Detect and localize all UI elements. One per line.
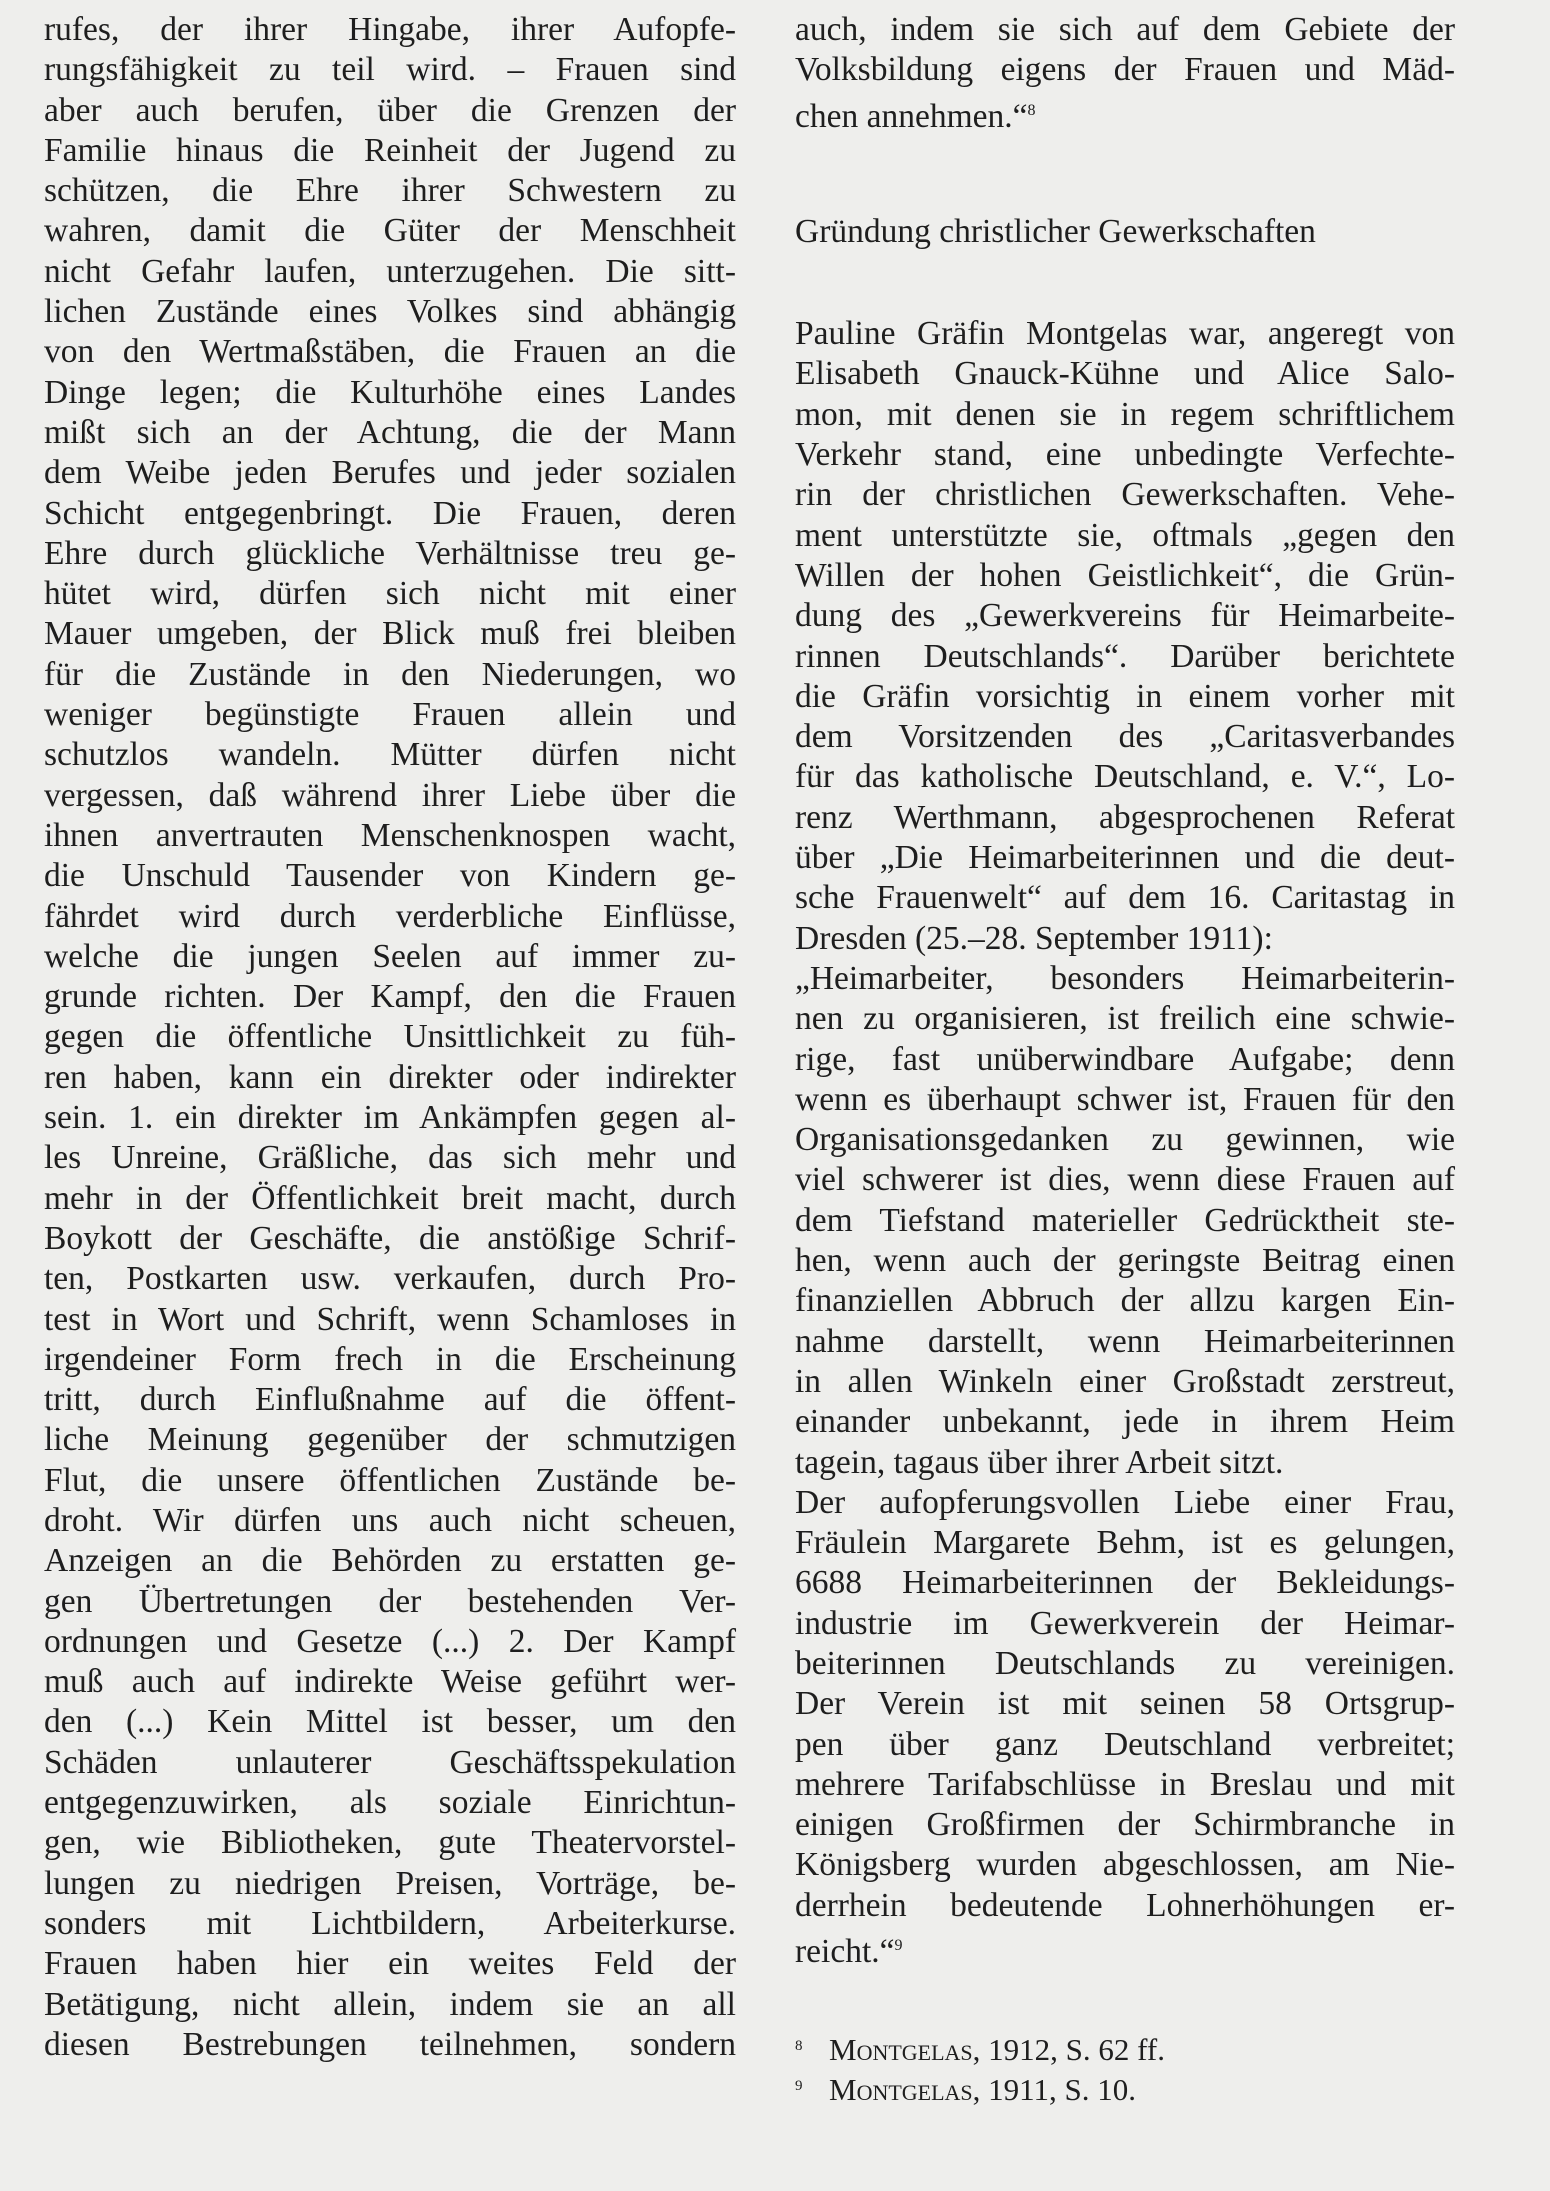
text-line: lichen Zustände eines Volkes sind abhängig (44, 293, 736, 331)
text-line: dung des „Gewerkvereins für Heimarbeite- (795, 597, 1455, 635)
text-line: ren haben, kann ein direkter oder indirekter (44, 1058, 736, 1096)
text-line: rinnen Deutschlands“. Darüber berichtete (795, 637, 1455, 675)
text-line: diesen Bestrebungen teilnehmen, sondern (44, 2025, 736, 2063)
text-line: chen annehmen.“$^8$ (795, 97, 1036, 135)
text-line: sein. 1. ein direkter im Ankämpfen gegen al- (44, 1099, 736, 1137)
text-line: rin der christlichen Gewerkschaften. Vehe- (795, 476, 1455, 514)
footnote-item (795, 2066, 1455, 2106)
text-line: rungsfähigkeit zu teil wird. – Frauen sind (44, 51, 736, 89)
text-line: auch, indem sie sich auf dem Gebiete der (795, 11, 1455, 48)
text-line: ten, Postkarten usw. verkaufen, durch Pro- (44, 1260, 736, 1298)
text-line: Ehre durch glückliche Verhältnisse treu ge- (44, 534, 736, 572)
text-line: mißt sich an der Achtung, die der Mann (44, 413, 736, 451)
text-line: muß auch auf indirekte Weise geführt wer- (44, 1663, 736, 1701)
text-line: entgegenzuwirken, als soziale Einrichtun- (44, 1784, 736, 1822)
text-line: wenn es überhaupt schwer ist, Frauen für den (795, 1080, 1455, 1118)
text-line: hen, wenn auch der geringste Beitrag einen (795, 1242, 1455, 1280)
text-line: test in Wort und Schrift, wenn Schamloses in (44, 1300, 736, 1338)
text-line: sonders mit Lichtbildern, Arbeiterkurse. (44, 1904, 736, 1942)
text-line: für die Zustände in den Niederungen, wo (44, 655, 736, 693)
text-line: ment unterstützte sie, oftmals „gegen den (795, 516, 1455, 554)
text-line: Anzeigen an die Behörden zu erstatten ge- (44, 1542, 736, 1580)
text-line: in allen Winkeln einer Großstadt zerstreut, (795, 1362, 1455, 1400)
text-line: Familie hinaus die Reinheit der Jugend zu (44, 131, 736, 169)
text-line: les Unreine, Gräßliche, das sich mehr und (44, 1139, 736, 1177)
section-heading: Gründung christlicher Gewerkschaften (795, 212, 1316, 250)
footnote-number: 8 (795, 2038, 803, 2055)
text-line: Willen der hohen Geistlichkeit“, die Grün- (795, 556, 1455, 594)
text-line: die Gräfin vorsichtig in einem vorher mit (795, 677, 1455, 715)
text-line: finanziellen Abbruch der allzu kargen Ein- (795, 1282, 1455, 1320)
text-line: ordnungen und Gesetze (...) 2. Der Kampf (44, 1622, 736, 1660)
text-line: Betätigung, nicht allein, indem sie an all (44, 1985, 736, 2023)
text-line: den (...) Kein Mittel ist besser, um den (44, 1703, 736, 1741)
footnotes (795, 2026, 1455, 2106)
text-line: Organisationsgedanken zu gewinnen, wie (795, 1121, 1455, 1159)
text-line: Dinge legen; die Kulturhöhe eines Landes (44, 373, 736, 411)
text-line: hütet wird, dürfen sich nicht mit einer (44, 575, 736, 613)
text-line: nahme darstellt, wenn Heimarbeiterinnen (795, 1322, 1455, 1360)
text-line: Flut, die unsere öffentlichen Zustände be- (44, 1461, 736, 1499)
text-line: ihnen anvertrauten Menschenknospen wacht, (44, 816, 736, 854)
text-line: nicht Gefahr laufen, unterzugehen. Die sitt- (44, 252, 736, 290)
text-line: Volksbildung eigens der Frauen und Mäd- (795, 51, 1455, 89)
text-line: vergessen, daß während ihrer Liebe über die (44, 776, 736, 814)
text-line: gen, wie Bibliotheken, gute Theatervorstel- (44, 1824, 736, 1862)
text-line: rige, fast unüberwindbare Aufgabe; denn (795, 1040, 1455, 1078)
text-line: einander unbekannt, jede in ihrem Heim (795, 1403, 1455, 1441)
text-line: dem Weibe jeden Berufes und jeder sozialen (44, 454, 736, 492)
text-line: grunde richten. Der Kampf, den die Frauen (44, 978, 736, 1016)
text-line: liche Meinung gegenüber der schmutzigen (44, 1421, 736, 1459)
footnote-ref[interactable]: 9 (894, 1937, 903, 1955)
text-line: wahren, damit die Güter der Menschheit (44, 212, 736, 250)
text-line: renz Werthmann, abgesprochenen Referat (795, 798, 1455, 836)
text-line: Schäden unlauterer Geschäftsspekulation (44, 1743, 736, 1781)
footnote-author: Montgelas (829, 2072, 973, 2108)
text-line: viel schwerer ist dies, wenn diese Frauen auf (795, 1161, 1455, 1199)
text-line: gegen die öffentliche Unsittlichkeit zu füh- (44, 1018, 736, 1056)
text-line: droht. Wir dürfen uns auch nicht scheuen, (44, 1501, 736, 1539)
text-line: welche die jungen Seelen auf immer zu- (44, 937, 736, 975)
text-line: schützen, die Ehre ihrer Schwestern zu (44, 172, 736, 210)
text-line: Schicht entgegenbringt. Die Frauen, deren (44, 494, 736, 532)
text-line: reicht.“$^9$ (795, 1933, 903, 1971)
text-line: industrie im Gewerkverein der Heimar- (795, 1604, 1455, 1642)
text-line: über „Die Heimarbeiterinnen und die deut- (795, 839, 1455, 877)
text-line: Elisabeth Gnauck-Kühne und Alice Salo- (795, 355, 1455, 393)
text-line: mon, mit denen sie in regem schriftlichem (795, 395, 1455, 433)
text-line: dem Vorsitzenden des „Caritasverbandes (795, 718, 1455, 756)
footnote-item (795, 2026, 1455, 2066)
right-column (795, 10, 1455, 2106)
text-line: Verkehr stand, eine unbedingte Verfechte- (795, 436, 1455, 474)
text-line: rufes, der ihrer Hingabe, ihrer Aufopfe- (44, 11, 736, 48)
text-line: fährdet wird durch verderbliche Einflüsse, (44, 897, 736, 935)
text-line: beiterinnen Deutschlands zu vereinigen. (795, 1644, 1455, 1682)
text-line: Der aufopferungsvollen Liebe einer Frau, (795, 1483, 1455, 1521)
text-line: Der Verein ist mit seinen 58 Ortsgrup- (795, 1685, 1455, 1723)
text-line: einigen Großfirmen der Schirmbranche in (795, 1806, 1455, 1844)
text-line: tagein, tagaus über ihrer Arbeit sitzt. (795, 1443, 1284, 1481)
text-line: „Heimarbeiter, besonders Heimarbeiterin- (795, 959, 1455, 997)
text-line: Pauline Gräfin Montgelas war, angeregt von (795, 315, 1455, 353)
text-line: Boykott der Geschäfte, die anstößige Schrif- (44, 1219, 736, 1257)
text-line: Dresden (25.–28. September 1911): (795, 919, 1273, 957)
text-line: die Unschuld Tausender von Kindern ge- (44, 857, 736, 895)
text-line: weniger begünstigte Frauen allein und (44, 696, 736, 734)
text-line: mehr in der Öffentlichkeit breit macht, durch (44, 1179, 736, 1217)
footnote-number: 9 (795, 2078, 803, 2095)
text-line: Mauer umgeben, der Blick muß frei bleiben (44, 615, 736, 653)
text-line: derrhein bedeutende Lohnerhöhungen er- (795, 1886, 1455, 1924)
text-line: irgendeiner Form frech in die Erscheinung (44, 1340, 736, 1378)
text-line: lungen zu niedrigen Preisen, Vorträge, be- (44, 1864, 736, 1902)
text-line: dem Tiefstand materieller Gedrücktheit ste- (795, 1201, 1455, 1239)
intro-paragraph (795, 10, 1455, 135)
body-paragraph (795, 314, 1455, 1971)
text-line: Fräulein Margarete Behm, ist es gelungen, (795, 1524, 1455, 1562)
text-line: nen zu organisieren, ist freilich eine schwie- (795, 1000, 1455, 1038)
footnote-citation: , 1912, S. 62 ff. (972, 2032, 1165, 2068)
text-line: für das katholische Deutschland, e. V.“, Lo- (795, 758, 1455, 796)
text-line: Königsberg wurden abgeschlossen, am Nie- (795, 1846, 1455, 1884)
text-line: mehrere Tarifabschlüsse in Breslau und mit (795, 1765, 1455, 1803)
footnote-citation: , 1911, S. 10. (972, 2072, 1137, 2108)
text-line: tritt, durch Einflußnahme auf die öffent- (44, 1381, 736, 1419)
text-line: 6688 Heimarbeiterinnen der Bekleidungs- (795, 1564, 1455, 1602)
footnote-ref[interactable]: 8 (1027, 101, 1036, 119)
text-line: sche Frauenwelt“ auf dem 16. Caritastag in (795, 879, 1455, 917)
text-line: gen Übertretungen der bestehenden Ver- (44, 1582, 736, 1620)
text-line: Frauen haben hier ein weites Feld der (44, 1945, 736, 1983)
left-column (44, 10, 736, 2065)
footnote-author: Montgelas (829, 2032, 973, 2068)
text-line: pen über ganz Deutschland verbreitet; (795, 1725, 1455, 1763)
text-line: aber auch berufen, über die Grenzen der (44, 91, 736, 129)
text-line: schutzlos wandeln. Mütter dürfen nicht (44, 736, 736, 774)
text-line: von den Wertmaßstäben, die Frauen an die (44, 333, 736, 371)
